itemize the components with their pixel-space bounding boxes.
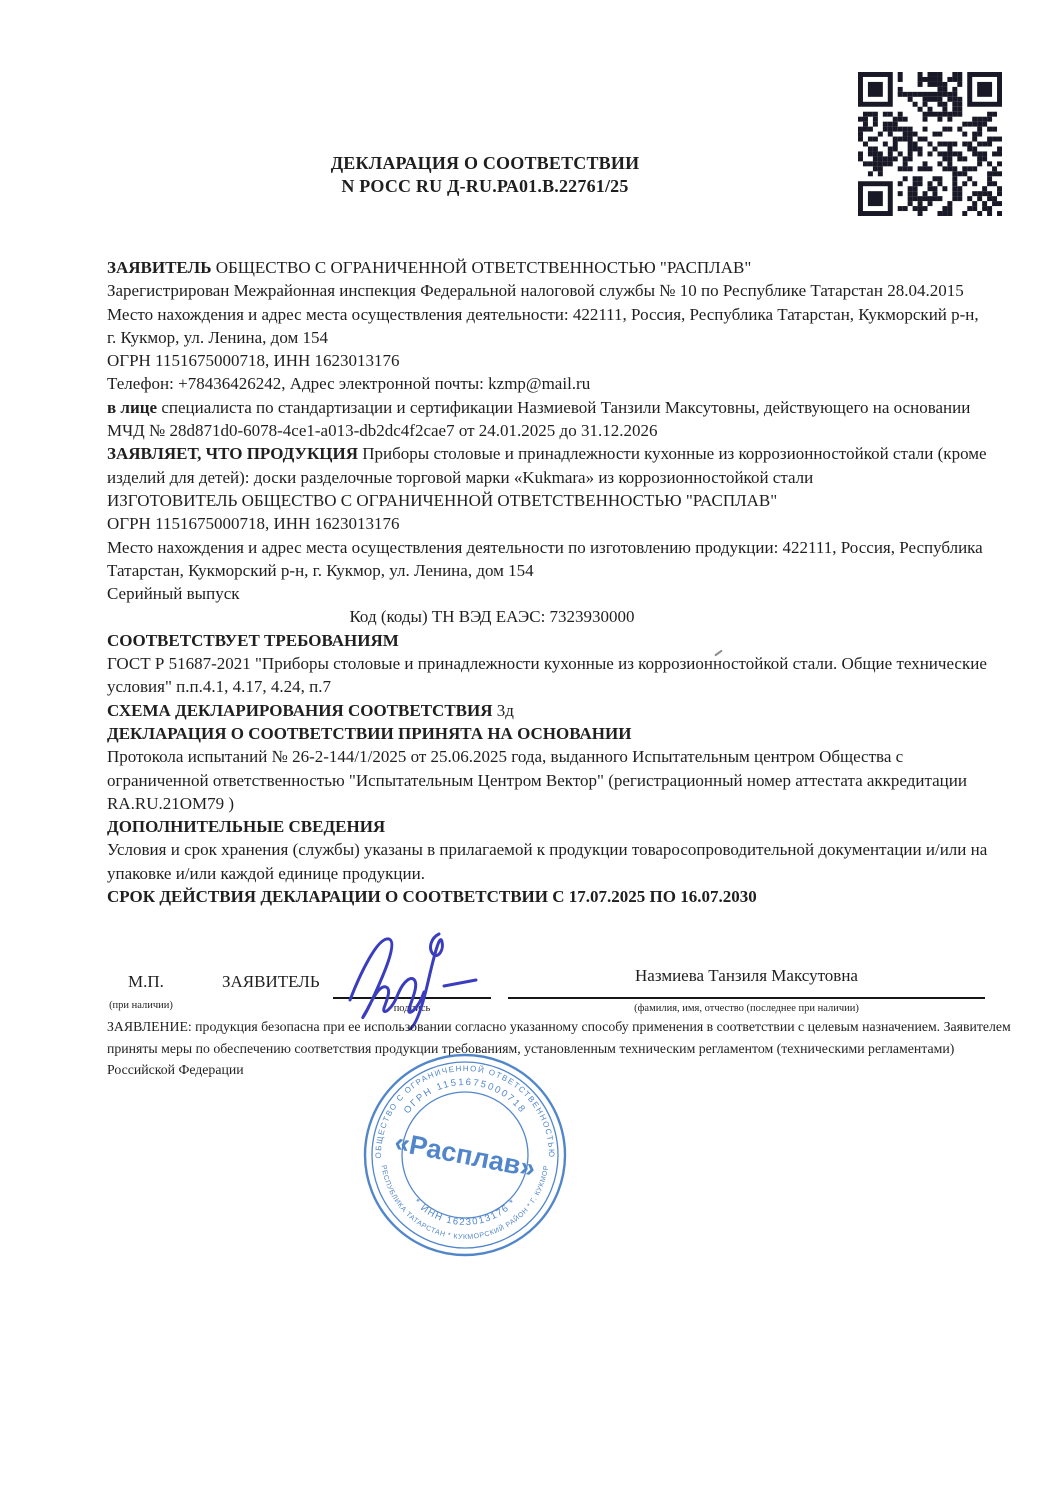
paragraph-basis: Протокола испытаний № 26-2-144/1/2025 от 25.06.2025 года, выданного Испытательным центром Общества с ограниченной ответственностью "Испытательным Центром Вектор" (регистрационный номер аттестата аккредитации RA.RU.21ОМ79 ): [107, 747, 967, 813]
company-stamp: [352, 1042, 578, 1268]
paragraph-manufacturer: ИЗГОТОВИТЕЛЬ ОБЩЕСТВО С ОГРАНИЧЕННОЙ ОТВЕТСТВЕННОСТЬЮ "РАСПЛАВ": [107, 490, 778, 510]
document-body: [107, 256, 991, 908]
header-basis: [107, 722, 991, 745]
document-title: [100, 152, 870, 198]
declarant-name: ОБЩЕСТВО С ОГРАНИЧЕННОЙ ОТВЕТСТВЕННОСТЬЮ "РАСПЛАВ": [211, 258, 752, 277]
header-additional: [107, 815, 991, 838]
paragraph-in-person: [107, 396, 991, 443]
signature-caption: подпись: [393, 1003, 431, 1014]
basis-header-text: ДЕКЛАРАЦИЯ О СООТВЕТСТВИИ ПРИНЯТА НА ОСНОВАНИИ: [107, 723, 632, 743]
stamp-ring-outer-bottom: РЕСПУБЛИКА ТАТАРСТАН * КУКМОРСКИЙ РАЙОН * Г. КУКМОР: [379, 1164, 551, 1242]
document-number: N РОСС RU Д-RU.РА01.В.22761/25: [341, 176, 629, 196]
scheme-lead: СХЕМА ДЕКЛАРИРОВАНИЯ СООТВЕТСТВИЯ: [107, 700, 493, 720]
paragraph-gost: ГОСТ Р 51687-2021 "Приборы столовые и принадлежности кухонные из коррозионностойкой стали. Общие технические условия" п.п.4.1, 4.17, 4.24, п.7: [107, 654, 987, 697]
stamp-center-text: «Расплав»: [392, 1126, 538, 1184]
paragraph-tnved-code: Код (коды) ТН ВЭД ЕАЭС: 7323930000: [349, 607, 635, 627]
paragraph-ogrn-inn: ОГРН 1151675000718, ИНН 1623013176: [107, 351, 400, 371]
paragraph-serial: Серийный выпуск: [107, 584, 240, 604]
paragraph-declarant: [107, 256, 991, 279]
stamp-ring-inner-bottom: * ИНН 1623013176 *: [411, 1196, 519, 1229]
declarant-lead: ЗАЯВИТЕЛЬ: [107, 258, 212, 277]
product-description: Приборы столовые и принадлежности кухонные из коррозионностойкой стали (кроме изделий для детей): доски разделочные торговой марки «Kukmara» из коррозионностойкой стали: [107, 444, 987, 487]
qr-code-icon: [858, 72, 1002, 216]
stamp-ring-inner-top: ОГРН 1151675000718: [401, 1076, 529, 1117]
scheme-value: 3д: [492, 700, 514, 720]
stamp-place-label: М.П.: [128, 972, 164, 991]
statement-text: ЗАЯВЛЕНИЕ: продукция безопасна при ее использовании согласно указанному способу применения в соответствии с целевым назначением. Заявителем приняты меры по обеспечению соответствия продукции требованиям, установленным техническим регламентом (техническими регламентами) Российской Федерации: [107, 1019, 1011, 1077]
in-person-lead: в лице: [107, 397, 158, 417]
signatory-name: Назмиева Танзиля Максутовна: [635, 966, 858, 985]
compliance-header-text: СООТВЕТСТВУЕТ ТРЕБОВАНИЯМ: [107, 630, 399, 650]
validity-text: СРОК ДЕЙСТВИЯ ДЕКЛАРАЦИИ О СООТВЕТСТВИИ С 17.07.2025 ПО 16.07.2030: [107, 887, 757, 907]
document-title-line1: ДЕКЛАРАЦИЯ О СООТВЕТСТВИИ: [330, 153, 640, 173]
paragraph-registered: Зарегистрирован Межрайонная инспекция Федеральной налоговой службы № 10 по Республике Татарстан 28.04.2015: [107, 281, 964, 301]
declarant-signature-label: ЗАЯВИТЕЛЬ: [222, 972, 320, 991]
name-line: [508, 997, 985, 999]
stamp-ring-outer-top: ОБЩЕСТВО С ОГРАНИЧЕННОЙ ОТВЕТСТВЕННОСТЬЮ: [373, 1063, 557, 1159]
paragraph-phone-email: Телефон: +78436426242, Адрес электронной почты: kzmp@mail.ru: [107, 374, 591, 394]
header-compliance: [107, 629, 991, 652]
in-person-rest: специалиста по стандартизации и сертификации Назмиевой Танзили Максутовны, действующего на основании МЧД № 28d871d0-6078-4ce1-a013-db2dc4f2cae7 от 24.01.2025 до 31.12.2026: [107, 397, 971, 441]
paragraph-additional: Условия и срок хранения (службы) указаны в прилагаемой к продукции товаросопроводительной документации и/или на упаковке и/или каждой единице продукции.: [107, 840, 988, 883]
product-lead: ЗАЯВЛЯЕТ, ЧТО ПРОДУКЦИЯ: [107, 444, 359, 464]
additional-header-text: ДОПОЛНИТЕЛЬНЫЕ СВЕДЕНИЯ: [107, 817, 386, 837]
paragraph-product: [107, 442, 991, 489]
stamp-place-note: (при наличии): [109, 1000, 173, 1011]
paragraph-manufacturer-ogrn-inn: ОГРН 1151675000718, ИНН 1623013176: [107, 514, 400, 534]
name-caption: (фамилия, имя, отчество (последнее при наличии): [634, 1003, 859, 1014]
handwritten-signature: [336, 930, 496, 1030]
paragraph-manufacturing-address: Место нахождения и адрес места осуществления деятельности по изготовлению продукции: 422111, Россия, Республика Татарстан, Кукморский р-н, г. Кукмор, ул. Ленина, дом 154: [107, 537, 983, 580]
paragraph-address: Место нахождения и адрес места осуществления деятельности: 422111, Россия, Республика Татарстан, Кукморский р-н, г. Кукмор, ул. Ленина, дом 154: [107, 304, 979, 347]
paragraph-validity: [107, 885, 991, 908]
paragraph-scheme: [107, 699, 991, 722]
